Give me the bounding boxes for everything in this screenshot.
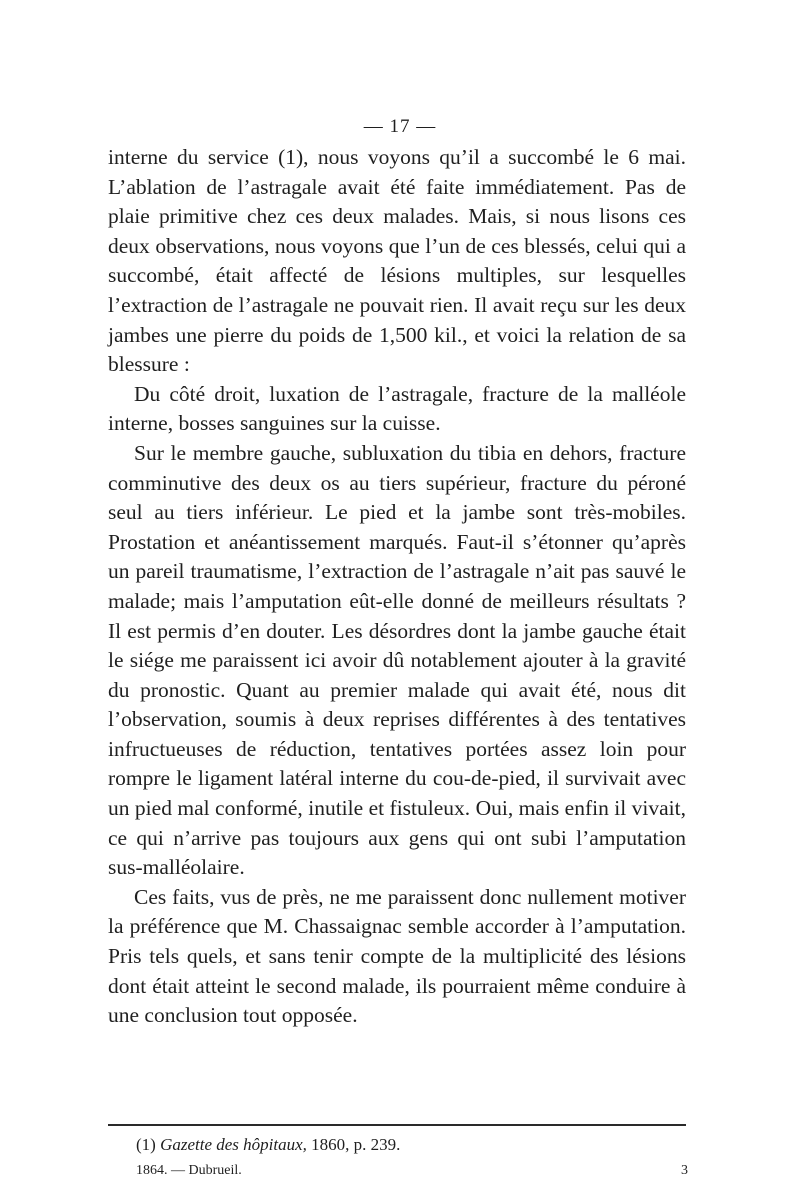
printer-signature: 1864. — Dubrueil. <box>136 1163 242 1178</box>
footnote-marker: (1) <box>136 1135 156 1154</box>
footnote <box>136 1135 400 1155</box>
page-number-header: — 17 — <box>363 116 437 137</box>
sheet-signature-number: 3 <box>681 1163 688 1178</box>
paragraph-4: Ces faits, vus de près, ne me paraissent donc nullement motiver la préférence que M. Chassaignac semble accorder à l’amputation. Pris tels quels, et sans tenir compte de la multiplicité des lésions dont était atteint le second malade, ils pourraient même conduire à une conclusion tout opposée. <box>108 884 686 1028</box>
paragraph-2: Du côté droit, luxation de l’astragale, fracture de la malléole interne, bosses sanguines sur la cuisse. <box>108 381 686 436</box>
paragraph-1: interne du service (1), nous voyons qu’il a succombé le 6 mai. L’ablation de l’astragale avait été faite immédiatement. Pas de plaie primitive chez ces deux malades. Mais, si nous lisons ces deux observations, nous voyons que l’un de ces blessés, celui qui a succombé, était affecté de lésions multiples, sur lesquelles l’extraction de l’astragale ne pouvait rien. Il avait reçu sur les deux jambes une pierre du poids de 1,500 kil., et voici la relation de sa blessure : <box>108 145 686 377</box>
footnote-divider <box>108 1124 686 1126</box>
footnote-citation: 1860, p. 239. <box>311 1135 401 1154</box>
body-text <box>108 143 686 1031</box>
paragraph-3: Sur le membre gauche, subluxation du tibia en dehors, fracture comminutive des deux os au tiers supérieur, fracture du péroné seul au tiers inférieur. Le pied et la jambe sont très-mobiles. Prostation et anéantissement marqués. Faut-il s’étonner qu’après un pareil traumatisme, l’extraction de l’astragale n’ait pas sauvé le malade; mais l’amputation eût-elle donné de meilleurs résultats ? Il est permis d’en douter. Les désordres dont la jambe gauche était le siége me paraissent ici avoir dû notablement ajouter à la gravité du pronostic. Quant au premier malade qui avait été, nous dit l’observation, soumis à deux reprises différentes à des tentatives infructueuses de réduction, tentatives portées assez loin pour rompre le ligament latéral interne du cou-de-pied, il survivait avec un pied mal conformé, inutile et fistuleux. Oui, mais enfin il vivait, ce qui n’arrive pas toujours aux gens qui ont subi l’amputation sus-malléolaire. <box>108 440 686 880</box>
footnote-journal-title: Gazette des hôpitaux, <box>160 1135 307 1154</box>
